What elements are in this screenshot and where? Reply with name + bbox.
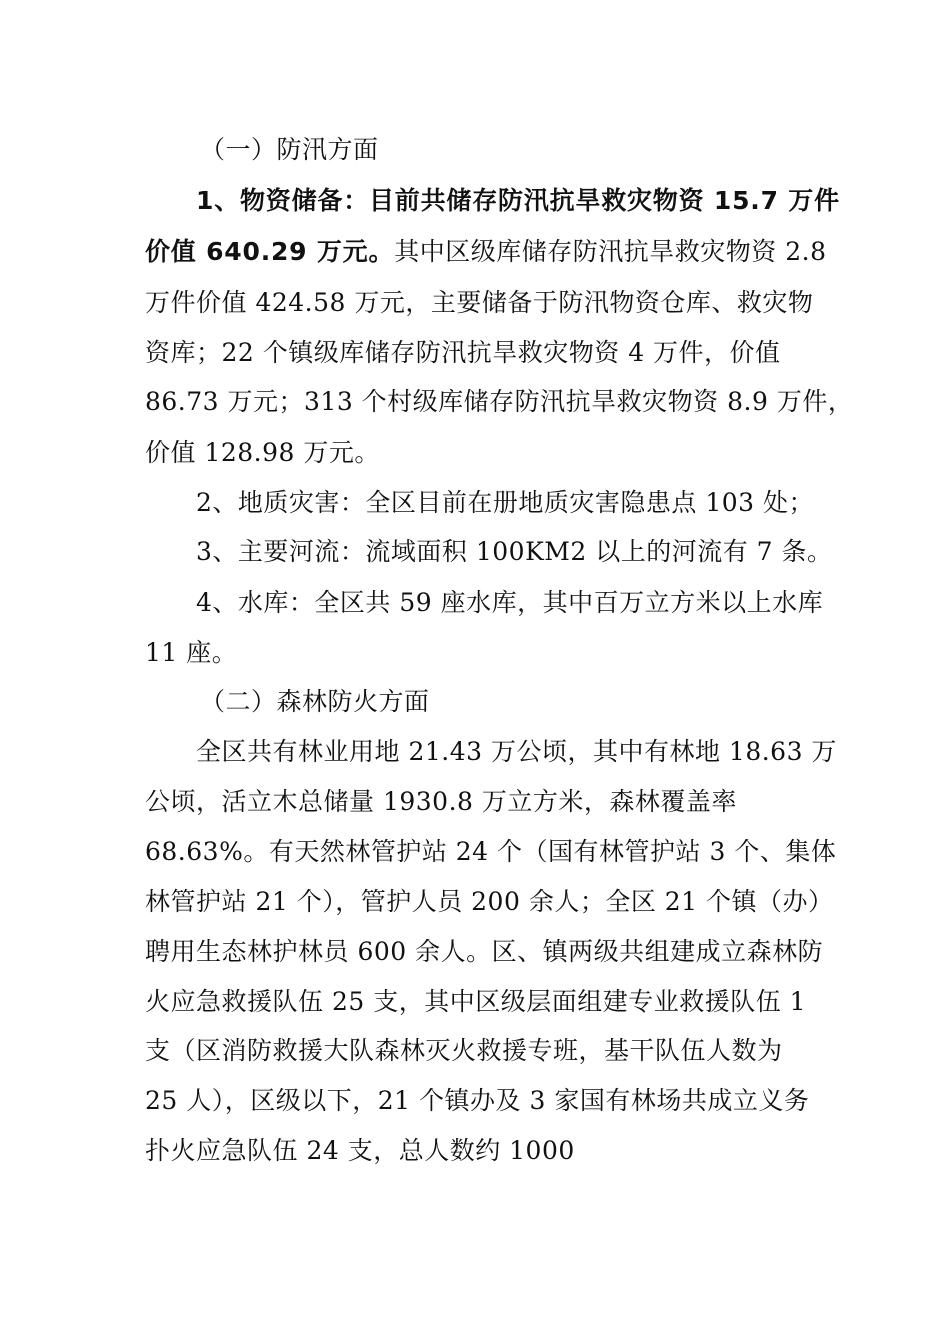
item-4-line-2: 11 座。: [145, 638, 238, 667]
item-1-line-4: 资库；22 个镇级库储存防汛抗旱救灾物资 4 万件，价值: [145, 338, 781, 367]
item-2-geological-hazards: 2、地质灾害：全区目前在册地质灾害隐患点 103 处；: [196, 488, 815, 517]
forest-paragraph-line-5: 聘用生态林护林员 600 余人。区、镇两级共组建成立森林防: [145, 937, 824, 966]
item-1-line-5: 86.73 万元；313 个村级库储存防汛抗旱救灾物资 8.9 万件，: [145, 387, 854, 416]
item-1-line-1: 1、物资储备：目前共储存防汛抗旱救灾物资 15.7 万件: [196, 186, 840, 215]
section-heading-flood-control: （一）防汛方面: [200, 135, 379, 164]
forest-paragraph-line-6: 火应急救援队伍 25 支，其中区级层面组建专业救援队伍 1: [145, 987, 807, 1016]
item-3-main-rivers: 3、主要河流：流域面积 100KM2 以上的河流有 7 条。: [196, 537, 833, 566]
forest-paragraph-line-7: 支（区消防救援大队森林灭火救援专班，基干队伍人数为: [145, 1036, 783, 1065]
item-1-line-2-rest: 其中区级库储存防汛抗旱救灾物资 2.8: [394, 237, 827, 266]
forest-paragraph-line-8: 25 人），区级以下，21 个镇办及 3 家国有林场共成立义务: [145, 1086, 810, 1115]
forest-paragraph-line-9: 扑火应急队伍 24 支，总人数约 1000: [145, 1136, 575, 1165]
forest-paragraph-line-1: 全区共有林业用地 21.43 万公顷，其中有林地 18.63 万: [196, 737, 837, 766]
item-1-line-2-bold: 价值 640.29 万元。: [145, 237, 395, 266]
section-heading-forest-fire: （二）森林防火方面: [200, 687, 430, 716]
forest-paragraph-line-2: 公顷，活立木总储量 1930.8 万立方米，森林覆盖率: [145, 787, 737, 816]
forest-paragraph-line-4: 林管护站 21 个），管护人员 200 余人；全区 21 个镇（办）: [145, 887, 834, 916]
item-1-line-2: [145, 235, 827, 269]
item-1-line-3: 万件价值 424.58 万元，主要储备于防汛物资仓库、救灾物: [145, 288, 814, 317]
item-1-line-6: 价值 128.98 万元。: [145, 438, 380, 467]
forest-paragraph-line-3: 68.63%。有天然林管护站 24 个（国有林管护站 3 个、集体: [145, 837, 837, 866]
item-4-line-1: 4、水库：全区共 59 座水库，其中百万立方米以上水库: [196, 588, 824, 617]
